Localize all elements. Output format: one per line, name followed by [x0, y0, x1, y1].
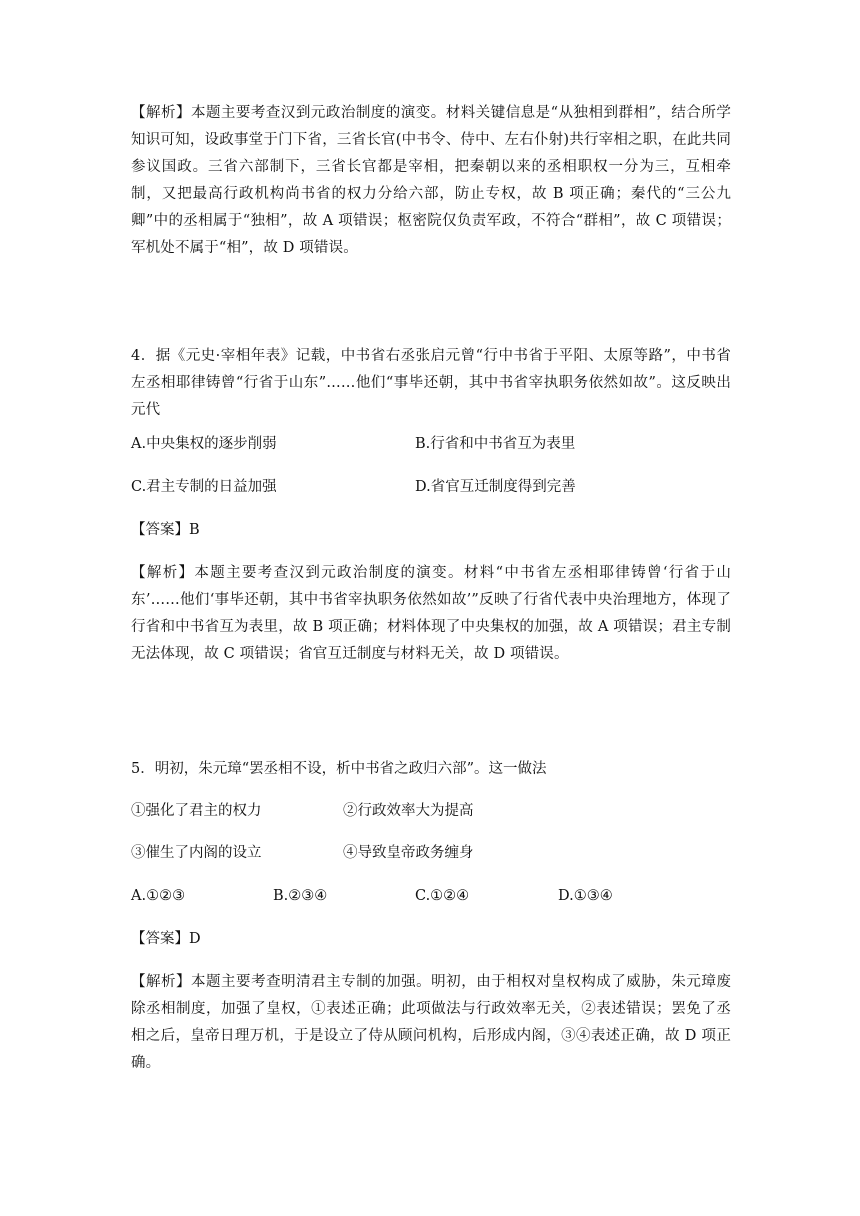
q4-answer: 【答案】B	[131, 522, 200, 538]
q5-answer: 【答案】D	[131, 931, 201, 947]
q4-option-c: C.君主专制的日益加强	[131, 479, 277, 495]
q5-options-row	[131, 885, 751, 907]
q5-option-a: A.①②③	[131, 888, 186, 904]
q5-statement-1: ①强化了君主的权力	[131, 803, 262, 819]
q5-statements-row-1	[131, 800, 751, 822]
q5-option-c: C.①②④	[415, 888, 470, 904]
q4-options-row-2	[131, 476, 751, 498]
q5-analysis: 【解析】本题主要考查明清君主专制的加强。明初，由于相权对皇权构成了威胁，朱元璋废除丞相制度，加强了皇权，①表述正确；此项做法与行政效率无关，②表述错误；罢免了丞相之后，皇帝日理万机，于是设立了侍从顾问机构，后形成内阁，③④表述正确，故 D 项正确。	[131, 974, 731, 1071]
q5-statement-2: ②行政效率大为提高	[343, 803, 474, 819]
q4-options-row-1	[131, 433, 751, 455]
q3-analysis: 【解析】本题主要考查汉到元政治制度的演变。材料关键信息是“从独相到群相”，结合所学知识可知，设政事堂于门下省，三省长官(中书令、侍中、左右仆射)共行宰相之职，在此共同参议国政。三省六部制下，三省长官都是宰相，把秦朝以来的丞相职权一分为三，互相牵制，又把最高行政机构尚书省的权力分给六部，防止专权，故 B 项正确；秦代的“三公九卿”中的丞相属于“独相”，故 A 项错误；枢密院仅负责军政，不符合“群相”，故 C 项错误；军机处不属于“相”，故 D 项错误。	[131, 105, 731, 256]
q4-option-d: D.省官互迁制度得到完善	[415, 479, 576, 495]
q5-statement-3: ③催生了内阁的设立	[131, 845, 262, 861]
q4-option-a: A.中央集权的逐步削弱	[131, 436, 277, 452]
q4-analysis: 【解析】本题主要考查汉到元政治制度的演变。材料“中书省左丞相耶律铸曾‘行省于山东’……他们‘事毕还朝，其中书省宰执职务依然如故’”反映了行省代表中央治理地方，体现了行省和中书省互为表里，故 B 项正确；材料体现了中央集权的加强，故 A 项错误；君主专制无法体现，故 C 项错误；省官互迁制度与材料无关，故 D 项错误。	[131, 565, 731, 662]
q4-option-b: B.行省和中书省互为表里	[415, 436, 576, 452]
q5-statements-row-2	[131, 842, 751, 864]
q4-question: 4．据《元史·宰相年表》记载，中书省右丞张启元曾“行中书省于平阳、太原等路”，中书省左丞相耶律铸曾“行省于山东”……他们“事毕还朝，其中书省宰执职务依然如故”。这反映出元代	[131, 348, 731, 418]
q5-question: 5．明初，朱元璋“罢丞相不设，析中书省之政归六部”。这一做法	[131, 761, 547, 777]
q5-option-b: B.②③④	[273, 888, 328, 904]
q5-statement-4: ④导致皇帝政务缠身	[343, 845, 474, 861]
q5-option-d: D.①③④	[558, 888, 613, 904]
